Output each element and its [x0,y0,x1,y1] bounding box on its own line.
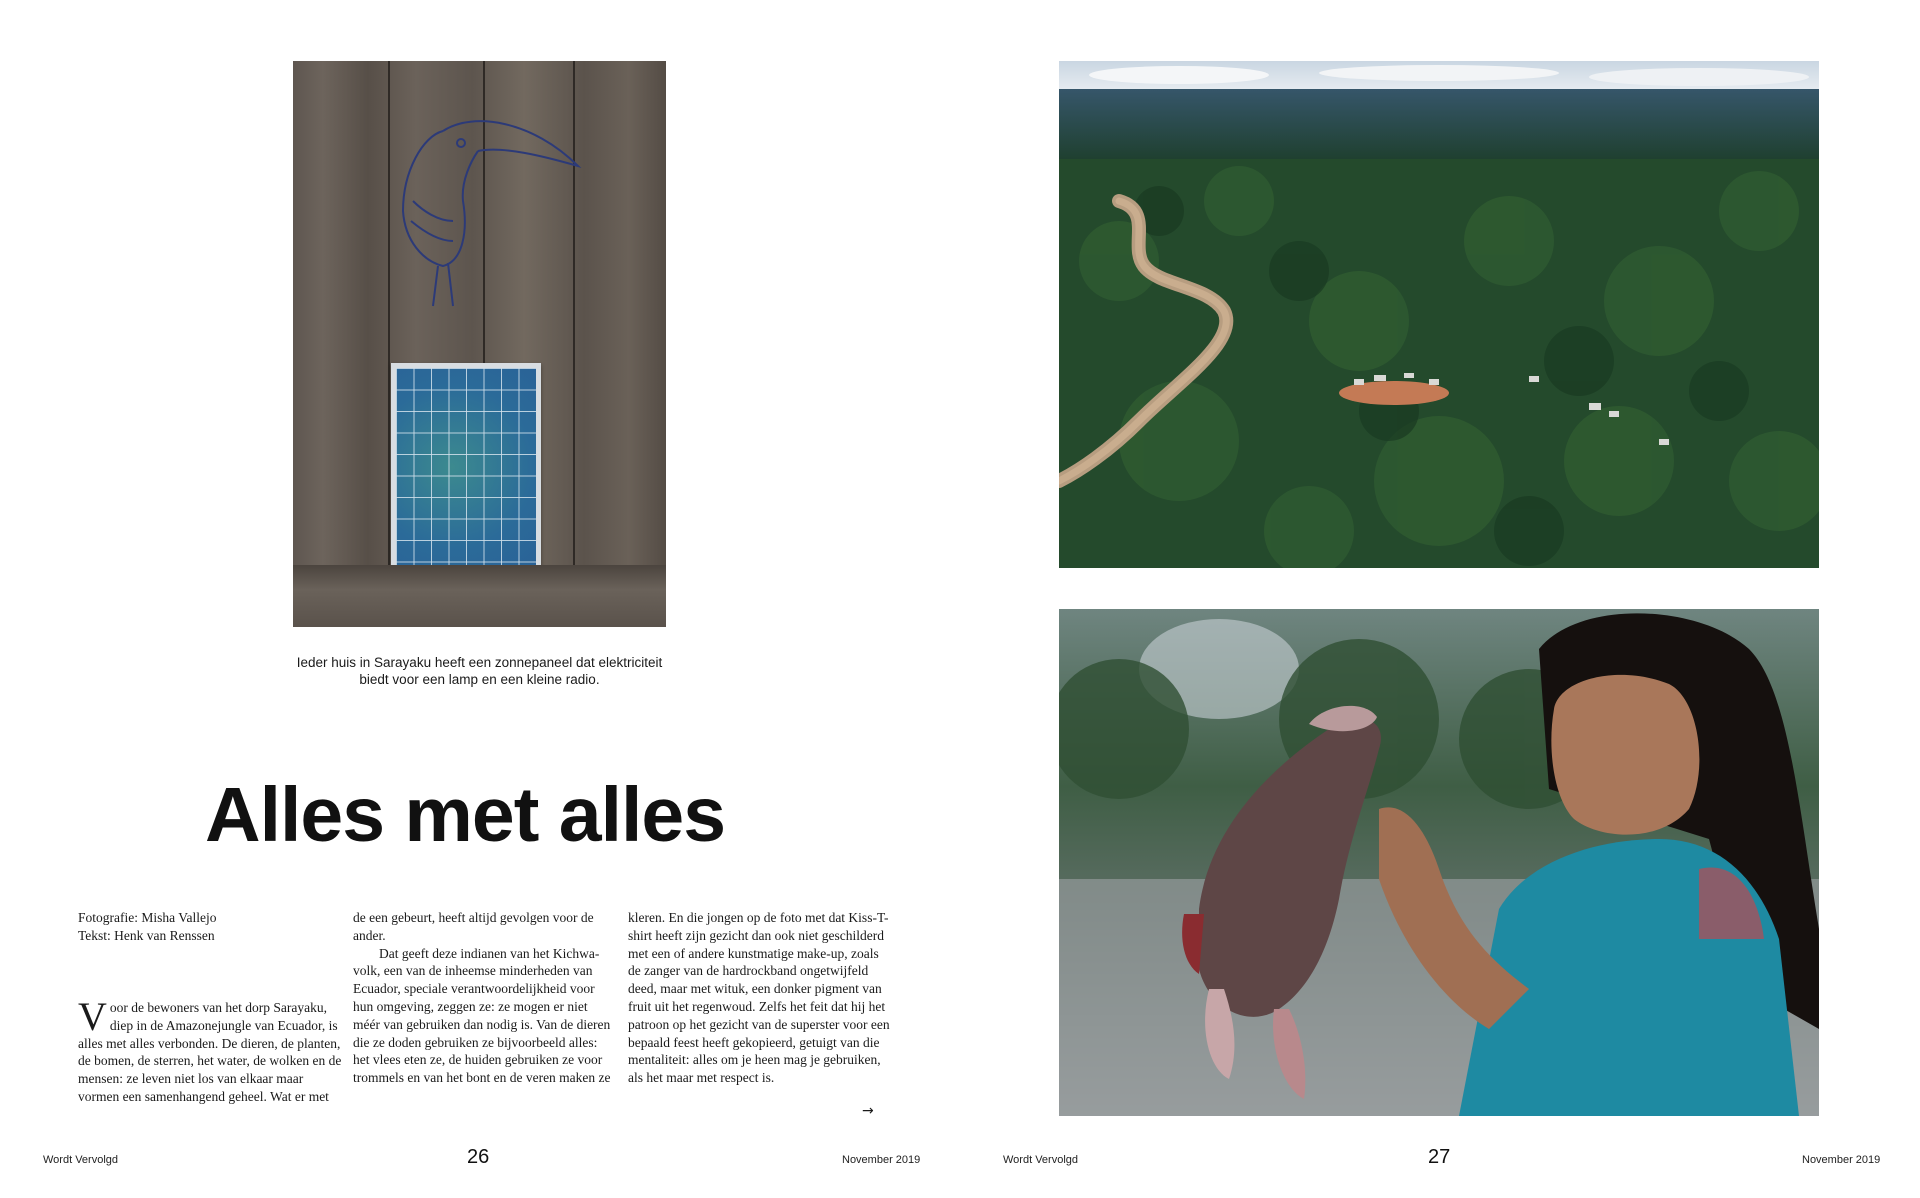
body-paragraph: kleren. En die jongen op de foto met dat Kiss-T-shirt heeft zijn gezicht dan ook niet geschilderd met een of andere kunstmatige make-up, zoals de zanger van de hardrockband ongetwijfeld deed, maar met wituk, een donker pigment van fruit uit het regenwoud. Zelfs het feit dat hij het patroon op het gezicht van de superster voor een bepaald feest heeft gekopieerd, getuigt van die mentaliteit: alles om je heen mag je gebruiken, als het maar met respect is. [628,910,890,1086]
photo-caption: Ieder huis in Sarayaku heeft een zonnepaneel dat elektriciteit biedt voor een lamp en een kleine radio. [296,655,663,687]
footer-magazine-left: Wordt Vervolgd [43,1154,119,1166]
body-paragraph: de een gebeurt, heeft altijd gevolgen voor de ander. [353,910,594,943]
footer-magazine-right: Wordt Vervolgd [1003,1154,1079,1166]
photo-credit: Fotografie: Misha Vallejo [78,910,217,925]
text-credit: Tekst: Henk van Renssen [78,928,215,943]
portrait-scene [1059,609,1819,1116]
body-column-1 [78,994,342,1106]
body-column-2 [353,909,617,1087]
toucan-drawing-icon [383,91,583,311]
wooden-floor [293,565,666,627]
body-paragraph: Dat geeft deze indianen van het Kichwa-volk, een van de inheemse minderheden van Ecuador, speciale verantwoordelijkheid voor hun omgeving, zeggen ze: ze mogen er niet méér van gebruiken dan nodig is. Van de dieren die ze doden gebruiken ze bijvoorbeeld alles: het vlees eten ze, de huiden gebruiken ze voor trommels en van het bont en de veren maken ze [353,945,611,1086]
footer-issue-left: November 2019 [842,1154,921,1166]
article-headline: Alles met alles [205,772,726,858]
girl-with-animal-head-photo [1059,609,1819,1116]
solar-panel [391,363,541,593]
body-text: oor de bewoners van het dorp Sarayaku, diep in de Amazonejungle van Ecuador, is alles met alles verbonden. De dieren, de planten, de bomen, de sterren, het water, de wolken en de mensen: ze leven niet los van elkaar maar vormen een samenhangend geheel. Wat er met [78,1000,342,1104]
continue-arrow-icon: → [862,1103,874,1119]
page-number-left: 26 [467,1146,490,1168]
aerial-landscape [1059,61,1819,568]
credits [78,909,338,945]
solar-panel-photo [293,61,666,627]
page-number-right: 27 [1428,1146,1451,1168]
aerial-rainforest-photo [1059,61,1819,568]
drop-cap: V [78,994,107,1039]
footer-issue-right: November 2019 [1802,1154,1881,1166]
body-column-3 [628,909,892,1087]
